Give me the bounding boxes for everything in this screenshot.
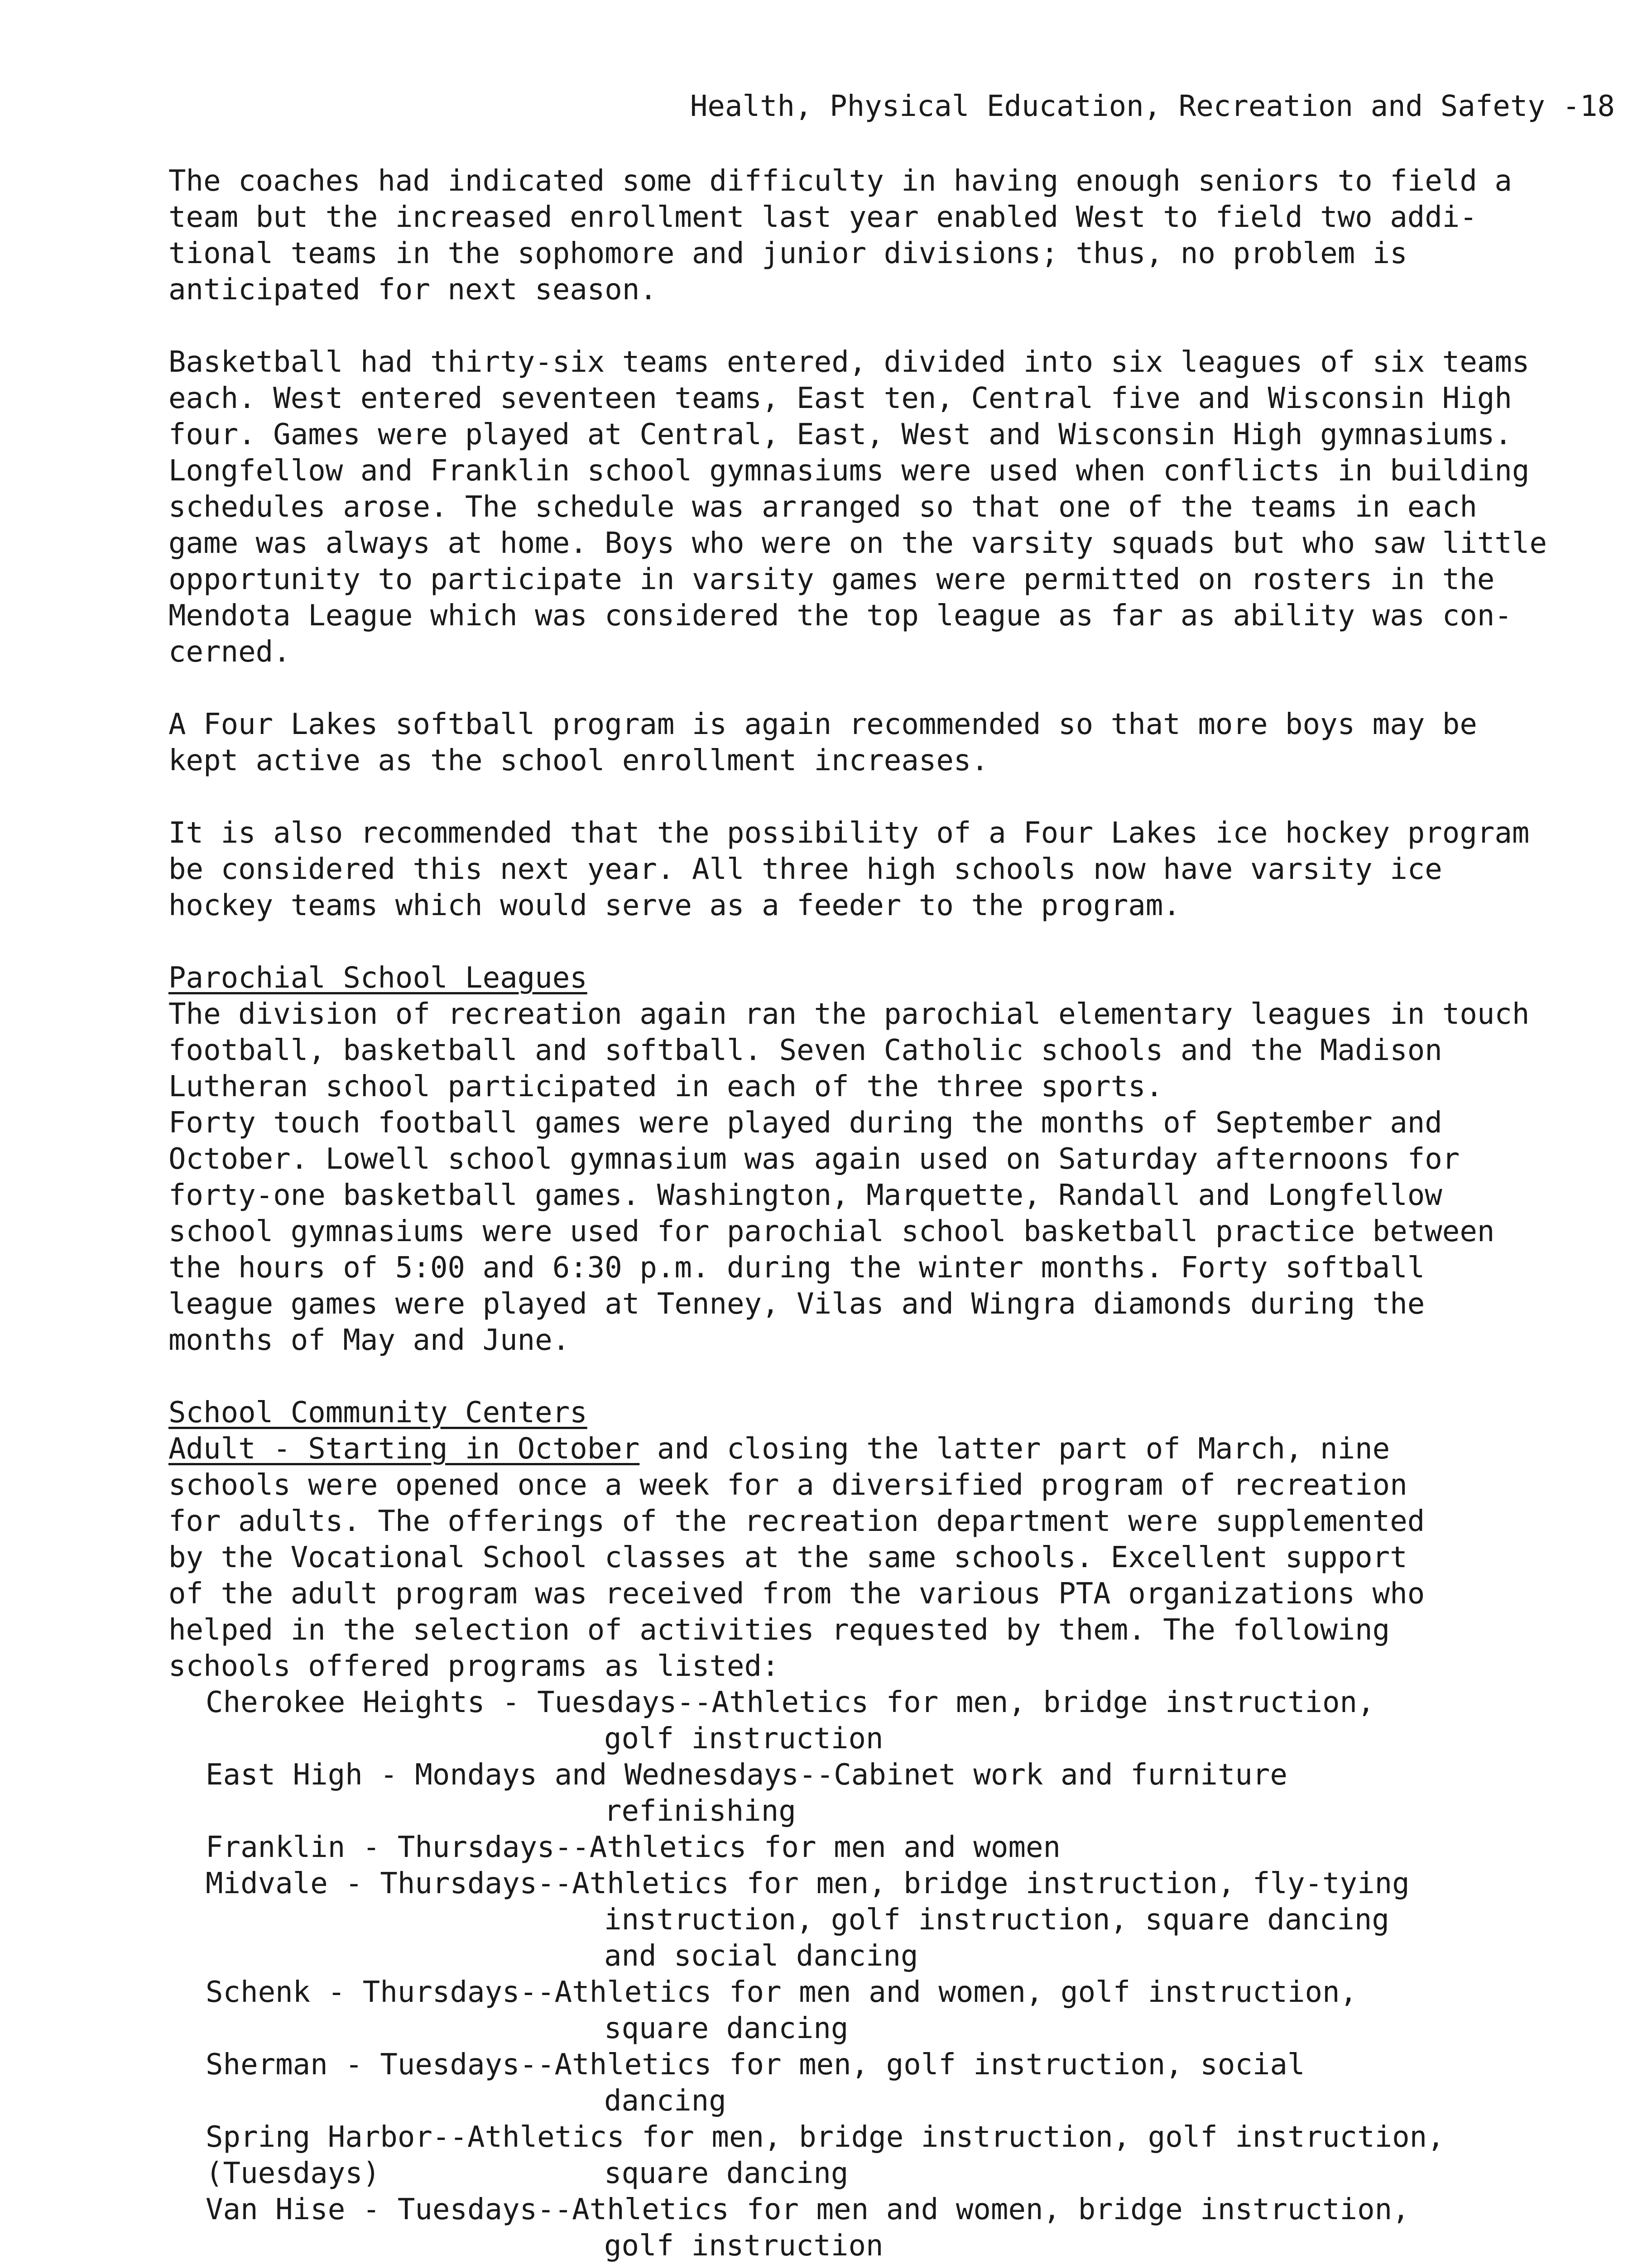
page-content bbox=[168, 163, 1618, 2264]
section-title-community: School Community Centers bbox=[168, 1396, 587, 1429]
paragraph-coaches: The coaches had indicated some difficulty in having enough seniors to field a team but the increased enrollment last year enabled West to field two addi- tional teams in the sophomore and junior divisions; thus, no problem is anticipated for next season. bbox=[168, 164, 1512, 307]
header-title: Health, Physical Education, Recreation and Safety bbox=[690, 90, 1545, 123]
page-number: -18 bbox=[1562, 90, 1615, 123]
schedule-entry bbox=[206, 1684, 1618, 1757]
schedule-entry bbox=[206, 1757, 1618, 1829]
schedule-line: Schenk - Thursdays--Athletics for men and women, golf instruction, bbox=[206, 1976, 1358, 2009]
schedule-continuation: square dancing bbox=[604, 2012, 849, 2045]
schedule-day-label: (Tuesdays) bbox=[206, 2157, 380, 2190]
section-body-community bbox=[168, 1431, 1618, 1684]
adult-body: and closing the latter part of March, nine schools were opened once a week for a diversified program of recreation for adults. The offerings of the recreation department were supplemented by the Vocational School classes at the same schools. Excellent support of the adult program was received from the various PTA organizations who helped in the selection of activities requested by them. The following schools offered programs as listed: bbox=[168, 1432, 1425, 1683]
schedule-continuation: instruction, golf instruction, square dancing and social dancing bbox=[604, 1903, 1389, 1973]
adult-lead: Adult - Starting in October bbox=[168, 1432, 640, 1466]
page-header bbox=[690, 88, 1615, 125]
schedule-row bbox=[206, 2155, 1618, 2192]
schedule-continuation: square dancing bbox=[604, 2157, 849, 2190]
schedule-continuation: dancing bbox=[604, 2084, 726, 2118]
section-community bbox=[168, 1395, 1618, 2264]
paragraph-basketball: Basketball had thirty-six teams entered, divided into six leagues of six teams each. West entered seventeen teams, East ten, Central five and Wisconsin High four. Games were played at Central, East, West and Wisconsin High gymnasiums. Longfellow and Franklin school gymnasiums were used when conflicts in building schedules arose. The schedule was arranged so that one of the teams in each game was always at home. Boys who were on the varsity squads but who saw little opportunity to participate in varsity games were permitted on rosters in the Mendota League which was considered the top league as far as ability was con- cerned. bbox=[168, 345, 1547, 669]
section-title-parochial: Parochial School Leagues bbox=[168, 961, 587, 995]
schedule-line: Franklin - Thursdays--Athletics for men and women bbox=[206, 1831, 1061, 1864]
schedule-line: Van Hise - Tuesdays--Athletics for men and women, bridge instruction, bbox=[206, 2193, 1410, 2226]
schedule-entry bbox=[206, 2192, 1618, 2264]
schedule-entry bbox=[206, 1829, 1618, 1866]
schedule-line: Cherokee Heights - Tuesdays--Athletics for men, bridge instruction, bbox=[206, 1686, 1375, 1719]
schedule-entry bbox=[206, 2047, 1618, 2119]
schedule-entry bbox=[206, 2119, 1618, 2192]
schedule-entry bbox=[206, 1974, 1618, 2047]
schedule-continuation: refinishing bbox=[604, 1794, 796, 1828]
schedule-continuation: golf instruction bbox=[604, 2229, 884, 2263]
paragraph-softball: A Four Lakes softball program is again recommended so that more boys may be kept active as the school enrollment increases. bbox=[168, 708, 1477, 777]
schedule-list bbox=[168, 1684, 1618, 2264]
schedule-continuation: golf instruction bbox=[604, 1722, 884, 1756]
schedule-line: Spring Harbor--Athletics for men, bridge instruction, golf instruction, bbox=[206, 2120, 1445, 2154]
schedule-line: Midvale - Thursdays--Athletics for men, bridge instruction, fly-tying bbox=[206, 1867, 1410, 1900]
schedule-line: Sherman - Tuesdays--Athletics for men, golf instruction, social bbox=[206, 2048, 1305, 2082]
paragraph-ice-hockey: It is also recommended that the possibility of a Four Lakes ice hockey program be considered this next year. All three high schools now have varsity ice hockey teams which would serve as a feeder to the program. bbox=[168, 816, 1530, 922]
schedule-entry bbox=[206, 1866, 1618, 1974]
section-parochial bbox=[168, 960, 1618, 1358]
section-body-parochial: The division of recreation again ran the parochial elementary leagues in touch football, basketball and softball. Seven Catholic schools and the Madison Lutheran school participated in each of the three sports. Forty touch football games were played during the months of September and October. Lowell school gymnasium was again used on Saturday afternoons for forty-one basketball games. Washington, Marquette, Randall and Longfellow school gymnasiums were used for parochial school basketball practice between the hours of 5:00 and 6:30 p.m. during the winter months. Forty softball league games were played at Tenney, Vilas and Wingra diamonds during the months of May and June. bbox=[168, 998, 1530, 1357]
schedule-line: East High - Mondays and Wednesdays--Cabinet work and furniture bbox=[206, 1758, 1287, 1792]
